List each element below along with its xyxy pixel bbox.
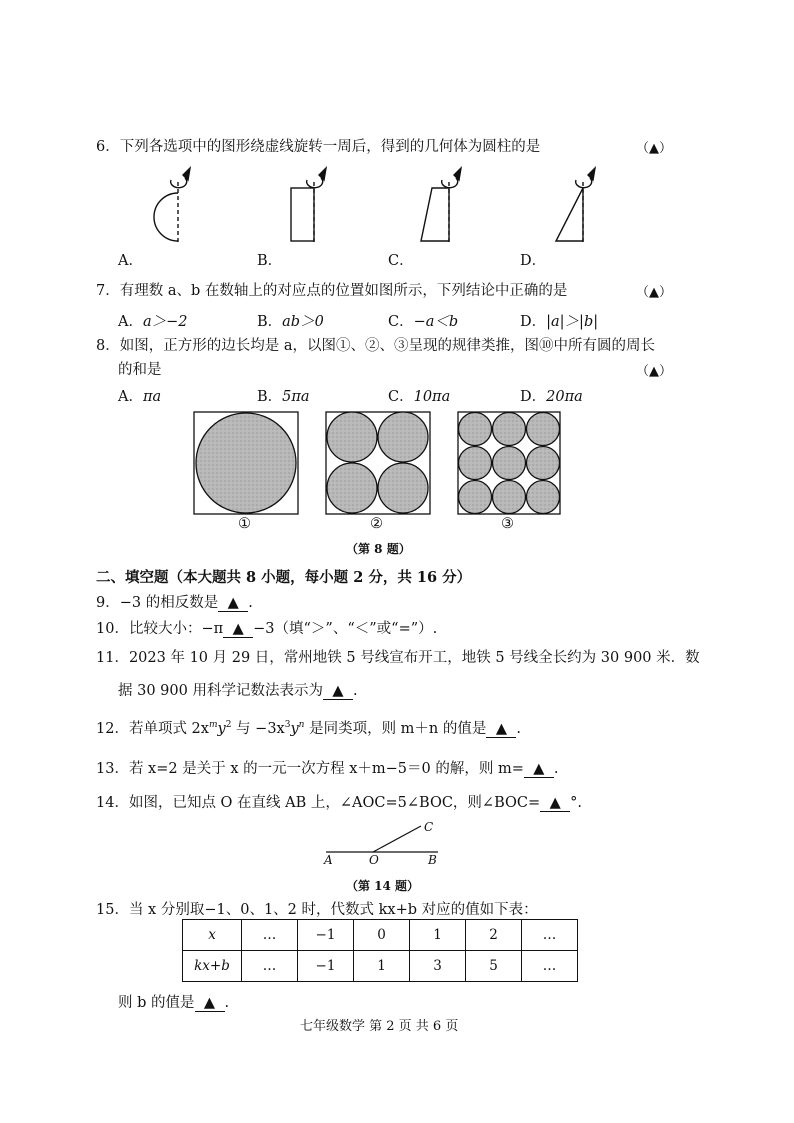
q12-text: 12．若单项式 $2x^my^2$ 与 $-3x^3y^n$ 是同类项，则 m＋n 的值是 ▲ .: [96, 720, 521, 737]
q8-caption: （第 8 题）: [346, 542, 411, 556]
q9-blank: ▲: [218, 595, 248, 612]
q14-blank: ▲: [540, 795, 570, 812]
q8-figure-2-label: ②: [370, 516, 383, 532]
q8-option-d: D．20πa: [520, 389, 583, 405]
q8-figure-1: [194, 412, 298, 514]
q8-text-line1: 8．如图，正方形的边长均是 a，以图①、②、③呈现的规律类推，图⑩中所有圆的周长: [96, 338, 655, 354]
q7-option-c: C．−a＜b: [388, 314, 459, 330]
table-cell: 2: [466, 920, 522, 951]
q12-blank: ▲: [486, 721, 516, 738]
q8-figure-2: [326, 412, 430, 514]
table-cell: 1: [410, 920, 466, 951]
q7-answer-mark: （▲）: [636, 285, 672, 300]
table-cell: x: [183, 920, 242, 951]
table-cell: 3: [410, 951, 466, 982]
q15-value-table: [182, 919, 578, 982]
q8-figure-3: [458, 412, 560, 514]
point-o-label: O: [369, 853, 379, 867]
table-cell: …: [522, 920, 578, 951]
point-c-label: C: [424, 820, 434, 834]
q6-figure-c: [421, 168, 461, 245]
table-cell: …: [242, 920, 298, 951]
table-cell: …: [522, 951, 578, 982]
table-cell: kx+b: [183, 951, 242, 982]
q8-answer-mark: （▲）: [636, 364, 672, 379]
q15-text: 15．当 x 分别取−1、0、1、2 时，代数式 kx+b 对应的值如下表：: [96, 902, 538, 918]
page-footer: 七年级数学 第 2 页 共 6 页: [300, 1019, 459, 1034]
point-b-label: B: [428, 853, 437, 867]
q7-option-b: B．ab＞0: [257, 314, 324, 330]
table-cell: 1: [354, 951, 410, 982]
q15-blank: ▲: [195, 995, 225, 1012]
table-row: [183, 951, 578, 982]
q8-figure-3-label: ③: [501, 516, 514, 532]
table-cell: …: [242, 951, 298, 982]
q6-option-d: D．: [520, 253, 547, 269]
point-a-label: A: [324, 853, 333, 867]
q6-answer-mark: （▲）: [636, 141, 672, 156]
q6-option-c: C．: [388, 253, 414, 269]
q8-text-line2: 的和是: [118, 362, 162, 378]
q11-text-line2: 据 30 900 用科学记数法表示为 ▲ .: [118, 683, 358, 699]
q8-option-b: B．5πa: [257, 389, 310, 405]
q6-figure-d: [556, 168, 595, 245]
q11-blank: ▲: [323, 683, 353, 700]
table-cell: −1: [298, 951, 354, 982]
q6-option-a: A．: [118, 253, 143, 269]
q8-option-c: C．10πa: [388, 389, 451, 405]
q8-option-a: A．πa: [118, 389, 162, 405]
q6-figure-a: [154, 168, 190, 245]
table-row: [183, 920, 578, 951]
q8-figure-1-label: ①: [238, 516, 251, 532]
q7-text: 7．有理数 a、b 在数轴上的对应点的位置如图所示，下列结论中正确的是: [96, 283, 568, 299]
q6-text: 6．下列各选项中的图形绕虚线旋转一周后，得到的几何体为圆柱的是: [96, 139, 541, 155]
q7-option-a: A．a＞−2: [118, 314, 188, 330]
q11-text-line1: 11．2023 年 10 月 29 日，常州地铁 5 号线宣布开工，地铁 5 号线全长约为 30 900 米．数: [96, 650, 700, 666]
q6-option-b: B．: [257, 253, 283, 269]
q6-figure-b: [291, 168, 326, 245]
q7-option-d: D．|a|＞|b|: [520, 314, 599, 330]
table-cell: 0: [354, 920, 410, 951]
q10-text: 10．比较大小：−π ▲ −3（填“＞”、“＜”或“=”）.: [96, 621, 438, 637]
section-2-title: 二、填空题（本大题共 8 小题，每小题 2 分，共 16 分）: [96, 569, 472, 586]
q13-blank: ▲: [524, 761, 554, 778]
table-cell: −1: [298, 920, 354, 951]
table-cell: 5: [466, 951, 522, 982]
q10-blank: ▲: [223, 621, 253, 638]
q14-text: 14．如图，已知点 O 在直线 AB 上，∠AOC=5∠BOC，则∠BOC= ▲ °.: [96, 795, 583, 811]
q13-text: 13．若 x=2 是关于 x 的一元一次方程 x＋m−5＝0 的解，则 m= ▲ .: [96, 761, 559, 777]
ray-oc: [373, 826, 421, 852]
q15-answer: 则 b 的值是 ▲ .: [118, 995, 230, 1011]
q14-caption: （第 14 题）: [346, 879, 420, 893]
q9-text: 9．−3 的相反数是 ▲ .: [96, 595, 253, 611]
